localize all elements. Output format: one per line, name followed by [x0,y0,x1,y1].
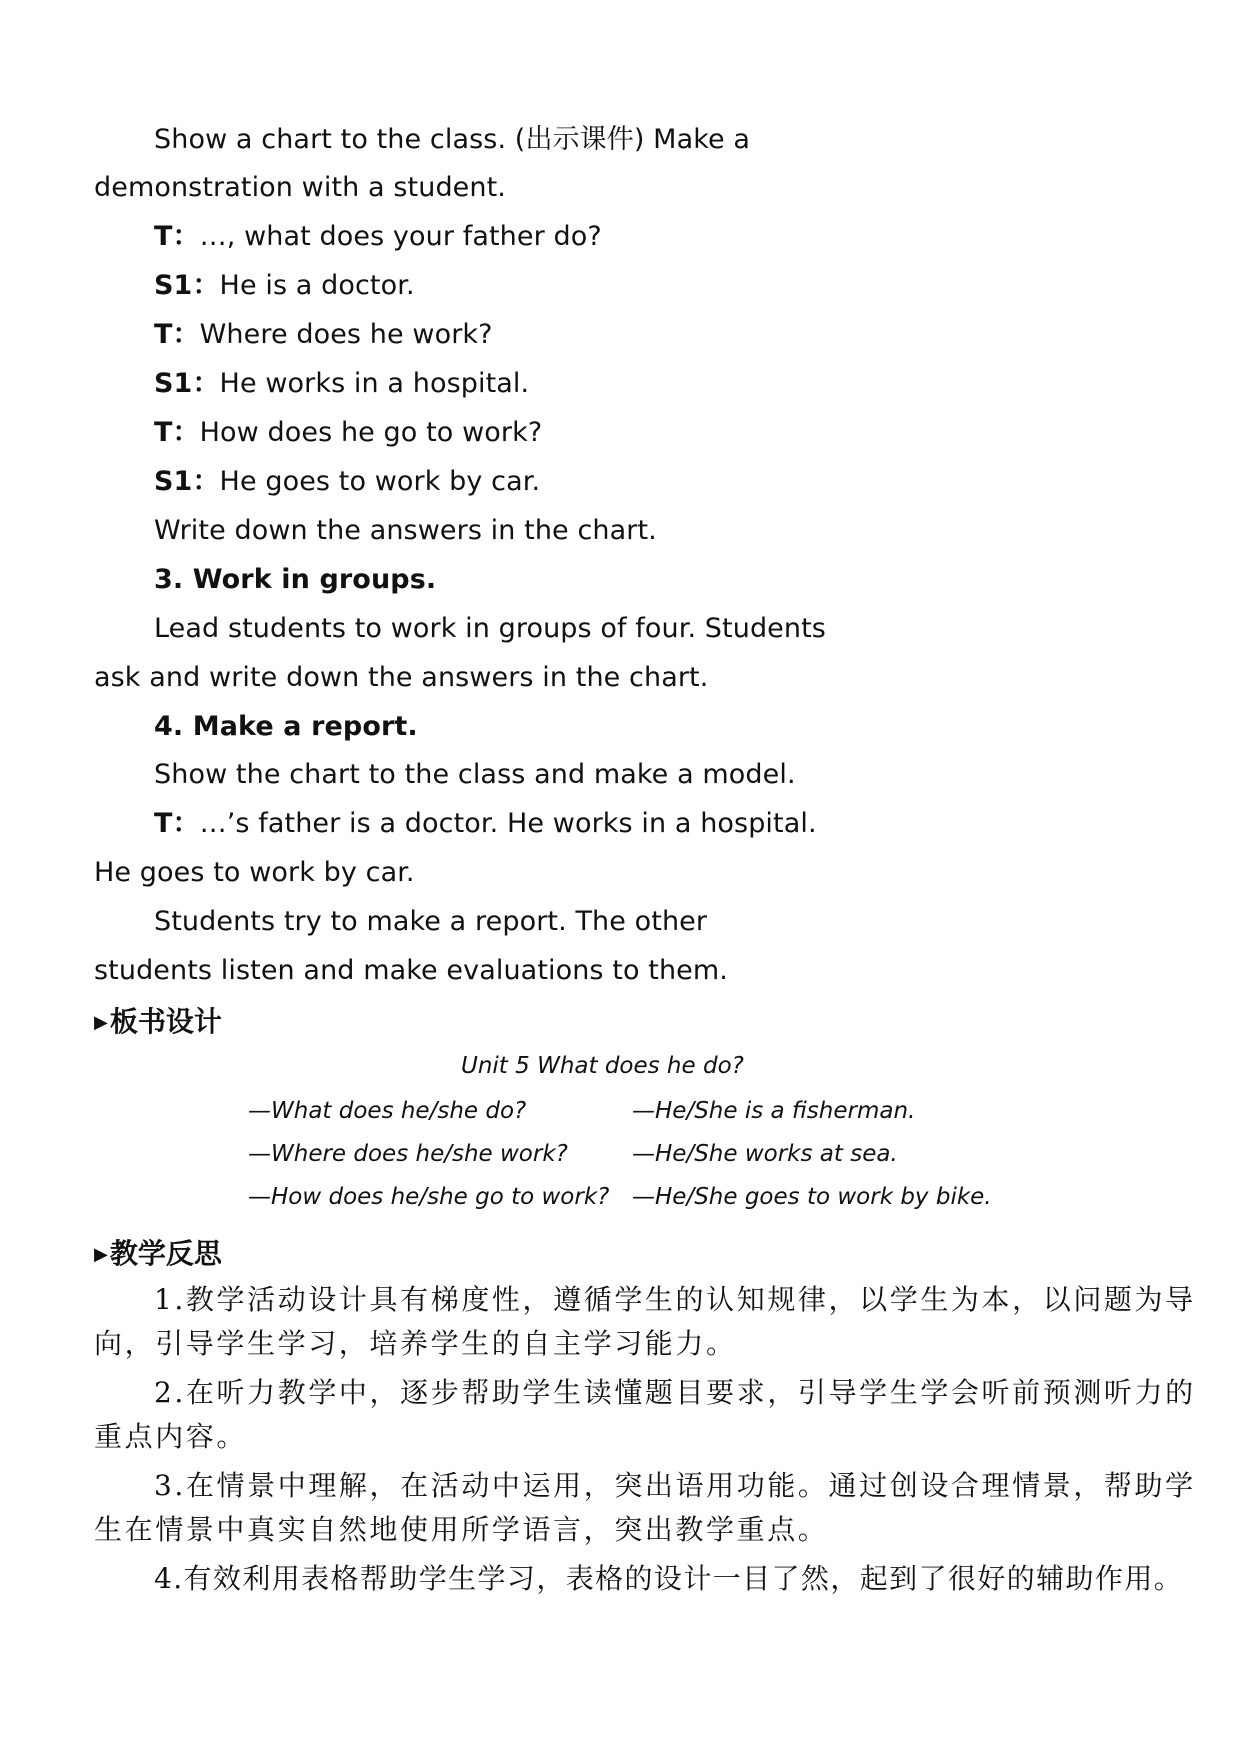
para-write-down: Write down the answers in the chart. [154,515,657,546]
step-3-line2: ask and write down the answers in the chart. [94,662,709,693]
reflection-item-1-line2: 向，引导学生学习，培养学生的自主学习能力。 [94,1327,737,1360]
step-4-line1: Show the chart to the class and make a model. [154,759,796,790]
speaker-separator: ： [192,270,220,301]
final-line2: students listen and make evaluations to them. [94,955,728,986]
model-line1 [154,806,817,842]
final-line1: Students try to make a report. The other [154,906,708,937]
dialogue-text: He is a doctor. [219,270,415,301]
speaker-separator: ： [172,417,200,448]
reflection-item-2-line2: 重点内容。 [94,1420,248,1453]
speaker-separator: ： [192,466,220,497]
dialogue-text: He goes to work by car. [219,466,541,497]
para-show-chart-line1 [154,122,750,158]
speaker-separator: ： [172,808,200,839]
board-design-heading [94,1000,222,1040]
heading-text: 教学反思 [109,1237,222,1270]
model-text: …’s father is a doctor. He works in a hospital. [199,808,817,839]
dialogue-line-6 [154,464,540,500]
reflection-item-3-line2: 生在情景中真实自然地使用所学语言，突出教学重点。 [94,1513,829,1546]
step-3-title: 3. Work in groups. [154,564,437,595]
reflection-item-4-line1: 4.有效利用表格帮助学生学习，表格的设计一目了然，起到了很好的辅助作用。 [154,1562,1184,1595]
speaker-label: T [154,221,173,252]
board-question-3: —How does he/she go to work? [248,1184,610,1210]
board-question-1: —What does he/she do? [248,1098,527,1124]
heading-text: 板书设计 [109,1005,222,1038]
dialogue-line-5 [154,415,542,451]
step-4-title: 4. Make a report. [154,711,418,742]
speaker-label: T [154,808,173,839]
dialogue-text: He works in a hospital. [219,368,530,399]
board-question-2: —Where does he/she work? [248,1141,568,1167]
speaker-label: S1 [154,270,193,301]
board-answer-1: —He/She is a fisherman. [632,1098,916,1124]
speaker-separator: ： [192,368,220,399]
step-3-line1: Lead students to work in groups of four. Students [154,613,826,644]
dialogue-line-2 [154,268,415,304]
speaker-label: T [154,417,173,448]
speaker-label: S1 [154,466,193,497]
model-line2: He goes to work by car. [94,857,415,888]
board-title: Unit 5 What does he do? [461,1053,744,1079]
dialogue-line-4 [154,366,529,402]
reflection-heading [94,1232,222,1272]
speaker-separator: ： [172,319,200,350]
dialogue-text: …, what does your father do? [199,221,602,252]
para-show-chart-line2: demonstration with a student. [94,172,506,203]
reflection-item-3-line1: 3.在情景中理解，在活动中运用，突出语用功能。通过创设合理情景，帮助学 [154,1469,1196,1502]
triangle-bullet-icon: ▶ [94,1012,108,1033]
reflection-item-2-line1: 2.在听力教学中，逐步帮助学生读懂题目要求，引导学生学会听前预测听力的 [154,1376,1196,1409]
dialogue-text: How does he go to work? [199,417,543,448]
dialogue-line-3 [154,317,493,353]
text-segment: Show a chart to the class. ( [154,124,526,155]
reflection-item-1-line1: 1.教学活动设计具有梯度性，遵循学生的认知规律，以学生为本，以问题为导 [154,1283,1196,1316]
text-segment-cn: 出示课件 [525,124,634,155]
speaker-separator: ： [172,221,200,252]
speaker-label: S1 [154,368,193,399]
triangle-bullet-icon: ▶ [94,1244,108,1265]
text-segment: ) Make a [633,124,751,155]
board-answer-3: —He/She goes to work by bike. [632,1184,992,1210]
board-answer-2: —He/She works at sea. [632,1141,898,1167]
speaker-label: T [154,319,173,350]
dialogue-text: Where does he work? [199,319,493,350]
dialogue-line-1 [154,219,602,255]
